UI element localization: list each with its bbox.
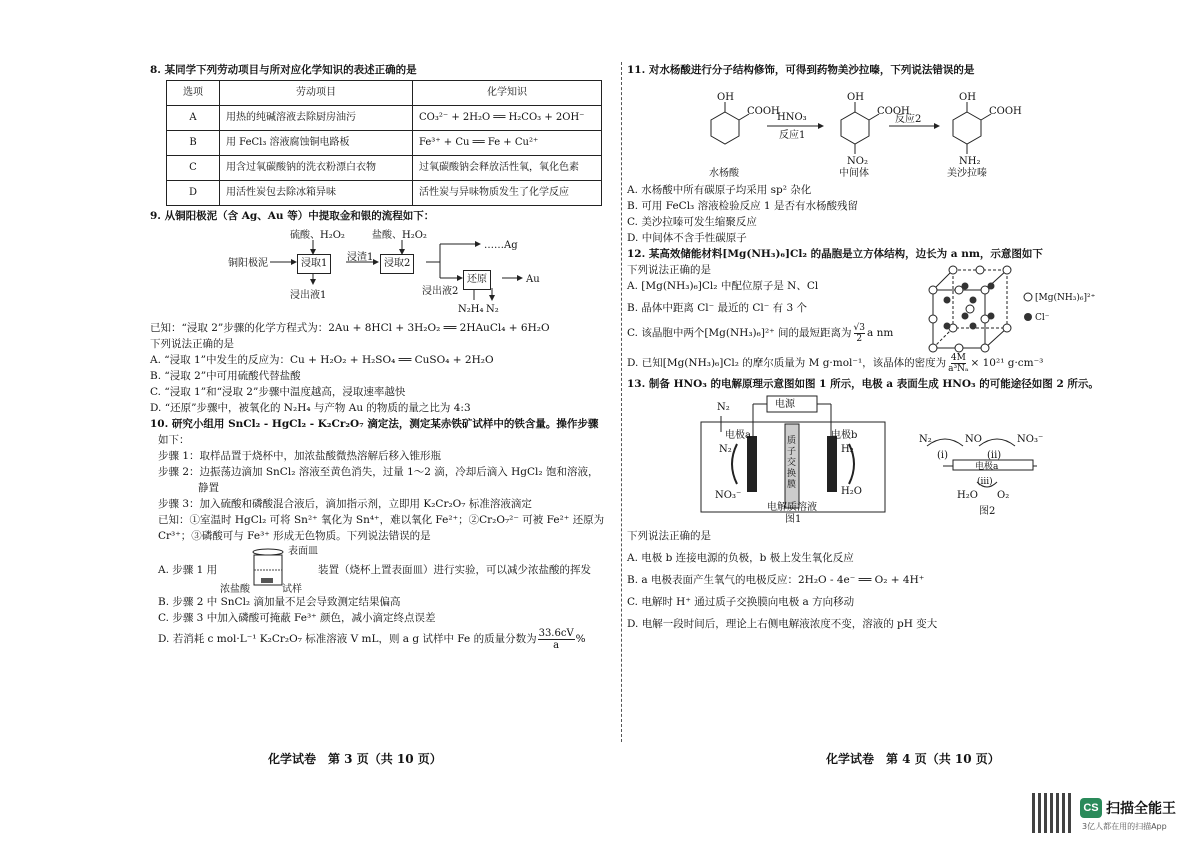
question-13 <box>627 376 1099 632</box>
q10-option-a-pre: A. 步骤 1 用 <box>158 564 218 576</box>
fig1-h2: H₂ <box>841 444 854 455</box>
s1-oh: OH <box>717 92 734 103</box>
fig-acid-label: 浓盐酸 <box>220 584 250 595</box>
q13-figures <box>627 392 1087 528</box>
flow-leach2: 浸出液2 <box>422 286 459 297</box>
fig-sample-label: 试样 <box>282 584 302 595</box>
table-row <box>167 156 602 181</box>
fig2-electrode-a: 电极a <box>975 462 999 472</box>
header-option: 选项 <box>167 81 220 106</box>
q10-option-a-post: 装置（烧杯上置表面皿）进行实验，可以减少浓盐酸的挥发 <box>318 564 591 576</box>
q10-fraction <box>538 628 575 651</box>
fig1-n2-top: N₂ <box>717 402 730 413</box>
q13-option-c: C. 电解时 H⁺ 通过质子交换膜向电极 a 方向移动 <box>627 596 855 608</box>
q12-ask: 下列说法正确的是 <box>627 264 711 276</box>
fig2-no: NO <box>965 434 982 445</box>
q10-known1: 已知：①室温时 HgCl₂ 可将 Sn²⁺ 氧化为 Sn⁴⁺，难以氧化 Fe²⁺；②Cr₂O₇²⁻ 可被 Fe²⁺ 还原为 <box>158 514 605 526</box>
q10-option-c: C. 步骤 3 中加入磷酸可掩蔽 Fe³⁺ 颜色，减小滴定终点误差 <box>158 612 436 624</box>
row-option: C <box>167 156 220 181</box>
q9-flow-diagram <box>150 226 615 318</box>
arrow1-reagent: HNO₃ <box>777 112 807 123</box>
row-option: A <box>167 106 220 131</box>
table-row <box>167 106 602 131</box>
q10-known2: Cr³⁺；③磷酸可与 Fe³⁺ 形成无色物质。下列说法错误的是 <box>158 530 431 542</box>
membrane-label: 质子交换膜 <box>787 436 797 490</box>
flow-start: 铜阳极泥 <box>228 258 268 269</box>
q12-option-c: C. 该晶胞中两个[Mg(NH₃)₆]²⁺ 间的最短距离为 <box>627 327 852 339</box>
fig1-n2: N₂ <box>719 444 732 455</box>
fig2-no3: NO₃⁻ <box>1017 434 1044 445</box>
row-labor: 用含过氧碳酸钠的洗衣粉漂白衣物 <box>220 156 413 181</box>
q12-c-den: 2 <box>856 333 863 344</box>
fig2-o2: O₂ <box>997 490 1010 501</box>
name-salicylic: 水杨酸 <box>709 168 739 179</box>
q13-option-b: B. a 电极表面产生氧气的电极反应：2H₂O - 4e⁻ ══ O₂ + 4H⁺ <box>627 574 925 586</box>
fig1-caption: 图1 <box>785 514 802 525</box>
q12-c-unit: a nm <box>867 327 894 339</box>
q10-title-1: 10. 研究小组用 SnCl₂ - HgCl₂ - K₂Cr₂O₇ 滴定法，测定某赤铁矿试样中的铁含量。操作步骤 <box>150 418 599 430</box>
legend-chloride-icon <box>1023 312 1033 322</box>
q13-option-a: A. 电极 b 连接电源的负极，b 极上发生氧化反应 <box>627 552 854 564</box>
power-label: 电源 <box>775 399 795 410</box>
s2-cooh: COOH <box>877 106 910 117</box>
s2-no2: NO₂ <box>847 156 868 167</box>
q10-frac-unit: % <box>575 633 586 645</box>
electrolyte-label: 电解质溶液 <box>767 502 817 513</box>
q12-d-num: 4M <box>950 352 966 363</box>
question-10 <box>150 416 615 652</box>
q9-option-b: B. “浸取 2”中可用硫酸代替盐酸 <box>150 370 301 382</box>
q13-option-d: D. 电解一段时间后，理论上右侧电解液浓度不变，溶液的 pH 变大 <box>627 618 938 630</box>
header-chem: 化学知识 <box>413 81 602 106</box>
row-labor: 用 FeCl₃ 溶液腐蚀铜电路板 <box>220 131 413 156</box>
question-8 <box>150 62 615 206</box>
q9-option-a: A. “浸取 1”中发生的反应为：Cu + H₂O₂ + H₂SO₄ ══ CuSO₄ + 2H₂O <box>150 354 494 366</box>
s1-cooh: COOH <box>747 106 780 117</box>
fig2-h2o: H₂O <box>957 490 978 501</box>
row-option: B <box>167 131 220 156</box>
q12-option-b: B. 晶体中距离 Cl⁻ 最近的 Cl⁻ 有 3 个 <box>627 302 807 314</box>
q10-option-d-text: D. 若消耗 c mol·L⁻¹ K₂Cr₂O₇ 标准溶液 V mL，则 a g 试样中 Fe 的质量分数为 <box>158 633 537 645</box>
legend-chloride-label: Cl⁻ <box>1035 313 1050 323</box>
q11-option-a: A. 水杨酸中所有碳原子均采用 sp² 杂化 <box>627 184 812 196</box>
q13-ask: 下列说法正确的是 <box>627 530 711 542</box>
question-11 <box>627 62 1087 246</box>
s3-cooh: COOH <box>989 106 1022 117</box>
fig2-step-i: (i) <box>937 450 949 461</box>
table-row <box>167 181 602 206</box>
q10-frac-den: a <box>553 639 560 651</box>
q11-option-d: D. 中间体不含手性碳原子 <box>627 232 747 244</box>
q12-d-den: a³Nₐ <box>948 363 969 374</box>
row-chem: 过氧碳酸钠会释放活性氧，氧化色素 <box>413 156 602 181</box>
row-option: D <box>167 181 220 206</box>
fig2-n2: N₂ <box>919 434 932 445</box>
fig-watch-glass-label: 表面皿 <box>288 546 318 557</box>
legend-complex-icon <box>1023 292 1033 302</box>
flow-ag: ……Ag <box>484 240 518 251</box>
flow-reagent1: 硫酸、H₂O₂ <box>290 230 345 241</box>
fig1-no3: NO₃⁻ <box>715 490 742 501</box>
flow-residue1: 浸渣1 <box>347 252 374 263</box>
q10-option-b: B. 步骤 2 中 SnCl₂ 滴加量不足会导致测定结果偏高 <box>158 596 401 608</box>
arrow1-label: 反应1 <box>779 130 806 141</box>
q11-option-b: B. 可用 FeCl₃ 溶液检验反应 1 是否有水杨酸残留 <box>627 200 858 212</box>
left-column <box>150 62 615 652</box>
q10-option-a-row <box>150 544 615 594</box>
question-8-table <box>166 80 602 206</box>
q9-option-c: C. “浸取 1”和“浸取 2”步骤中温度越高，浸取速率越快 <box>150 386 406 398</box>
q11-option-c: C. 美沙拉嗪可发生缩聚反应 <box>627 216 757 228</box>
question-11-title: 11. 对水杨酸进行分子结构修饰，可得到药物美沙拉嗪，下列说法错误的是 <box>627 64 975 76</box>
q10-step2b: 静置 <box>198 482 219 494</box>
row-chem: 活性炭与异味物质发生了化学反应 <box>413 181 602 206</box>
flow-step1: 浸取1 <box>297 254 331 274</box>
crystal-cell-figure <box>923 260 1019 356</box>
q10-frac-num: 33.6cV <box>538 627 574 639</box>
table-row <box>167 131 602 156</box>
flow-reagent2: 盐酸、H₂O₂ <box>372 230 427 241</box>
q12-c-fraction <box>854 323 865 344</box>
camscanner-tagline: 3亿人都在用的扫描App <box>1082 822 1167 831</box>
q10-step1: 步骤 1：取样品置于烧杯中，加浓盐酸微热溶解后移入锥形瓶 <box>158 450 442 462</box>
flow-step2: 浸取2 <box>380 254 414 274</box>
electrode-b-label: 电极b <box>831 430 858 441</box>
table-header-row <box>167 81 602 106</box>
question-9 <box>150 208 615 416</box>
footer-left-page: 化学试卷 第 3 页（共 10 页） <box>268 752 442 766</box>
flow-out1: 浸出液1 <box>290 290 327 301</box>
fig2-step-iii: (iii) <box>977 477 993 487</box>
footer-right-page: 化学试卷 第 4 页（共 10 页） <box>826 752 1000 766</box>
column-divider <box>621 62 622 742</box>
flow-n2: N₂ <box>486 304 499 315</box>
q10-title-2: 如下： <box>158 434 190 446</box>
q10-option-d <box>150 626 615 652</box>
fig1-h2o: H₂O <box>841 486 862 497</box>
q12-c-num: √3 <box>853 322 866 333</box>
name-intermediate: 中间体 <box>839 168 869 179</box>
q11-scheme <box>627 78 1087 182</box>
q10-step3: 步骤 3：加入硫酸和磷酸混合液后，滴加指示剂，立即用 K₂Cr₂O₇ 标准溶液滴定 <box>158 498 532 510</box>
question-9-title: 9. 从铜阳极泥（含 Ag、Au 等）中提取金和银的流程如下： <box>150 210 435 222</box>
q9-known: 已知：“浸取 2”步骤的化学方程式为：2Au + 8HCl + 3H₂O₂ ══ 2HAuCl₄ + 6H₂O <box>150 322 550 334</box>
question-13-title: 13. 制备 HNO₃ 的电解原理示意图如图 1 所示，电极 a 表面生成 HNO₃ 的可能途径如图 2 所示。 <box>627 378 1099 390</box>
qr-code-icon <box>1032 793 1072 833</box>
row-chem: CO₃²⁻ + 2H₂O ══ H₂CO₃ + 2OH⁻ <box>413 106 602 131</box>
fig2-caption: 图2 <box>979 506 996 517</box>
flow-au: Au <box>526 274 540 285</box>
question-8-title: 8. 某同学下列劳动项目与所对应化学知识的表述正确的是 <box>150 64 417 76</box>
flow-n2h4: N₂H₄ <box>458 304 484 315</box>
arrow2-label: 反应2 <box>895 114 922 125</box>
header-labor: 劳动项目 <box>220 81 413 106</box>
row-labor: 用活性炭包去除冰箱异味 <box>220 181 413 206</box>
q12-option-d: D. 已知[Mg(NH₃)₆]Cl₂ 的摩尔质量为 M g·mol⁻¹，该晶体的密度为 <box>627 357 947 369</box>
question-12-title: 12. 某高效储能材料[Mg(NH₃)₆]Cl₂ 的晶胞是立方体结构，边长为 a nm，示意图如下 <box>627 248 1043 260</box>
fig2-step-ii: (ii) <box>987 450 1002 461</box>
row-chem: Fe³⁺ + Cu ══ Fe + Cu²⁺ <box>413 131 602 156</box>
q10-step2a: 步骤 2：边振荡边滴加 SnCl₂ 溶液至黄色消失，过量 1～2 滴，冷却后滴入 HgCl₂ 饱和溶液， <box>158 466 599 478</box>
camscanner-logo-icon: CS <box>1080 798 1102 818</box>
question-12 <box>627 246 1096 376</box>
q12-d-unit: × 10²¹ g·cm⁻³ <box>970 357 1044 369</box>
q12-option-a: A. [Mg(NH₃)₆]Cl₂ 中配位原子是 N、Cl <box>627 280 819 292</box>
electrode-a-label: 电极a <box>725 430 751 441</box>
flow-reduce: 还原 <box>463 270 491 290</box>
s3-oh: OH <box>959 92 976 103</box>
camscanner-name: 扫描全能王 <box>1106 801 1176 817</box>
row-labor: 用热的纯碱溶液去除厨房油污 <box>220 106 413 131</box>
electrolysis-figure <box>627 392 1087 528</box>
name-mesalazine: 美沙拉嗪 <box>947 168 987 179</box>
q9-option-d: D. “还原”步骤中，被氧化的 N₂H₄ 与产物 Au 的物质的量之比为 4:3 <box>150 402 471 414</box>
q9-ask: 下列说法正确的是 <box>150 338 234 350</box>
s2-oh: OH <box>847 92 864 103</box>
legend-complex-label: [Mg(NH₃)₆]²⁺ <box>1035 293 1096 303</box>
right-column <box>627 62 1099 632</box>
s3-nh2: NH₂ <box>959 156 981 167</box>
